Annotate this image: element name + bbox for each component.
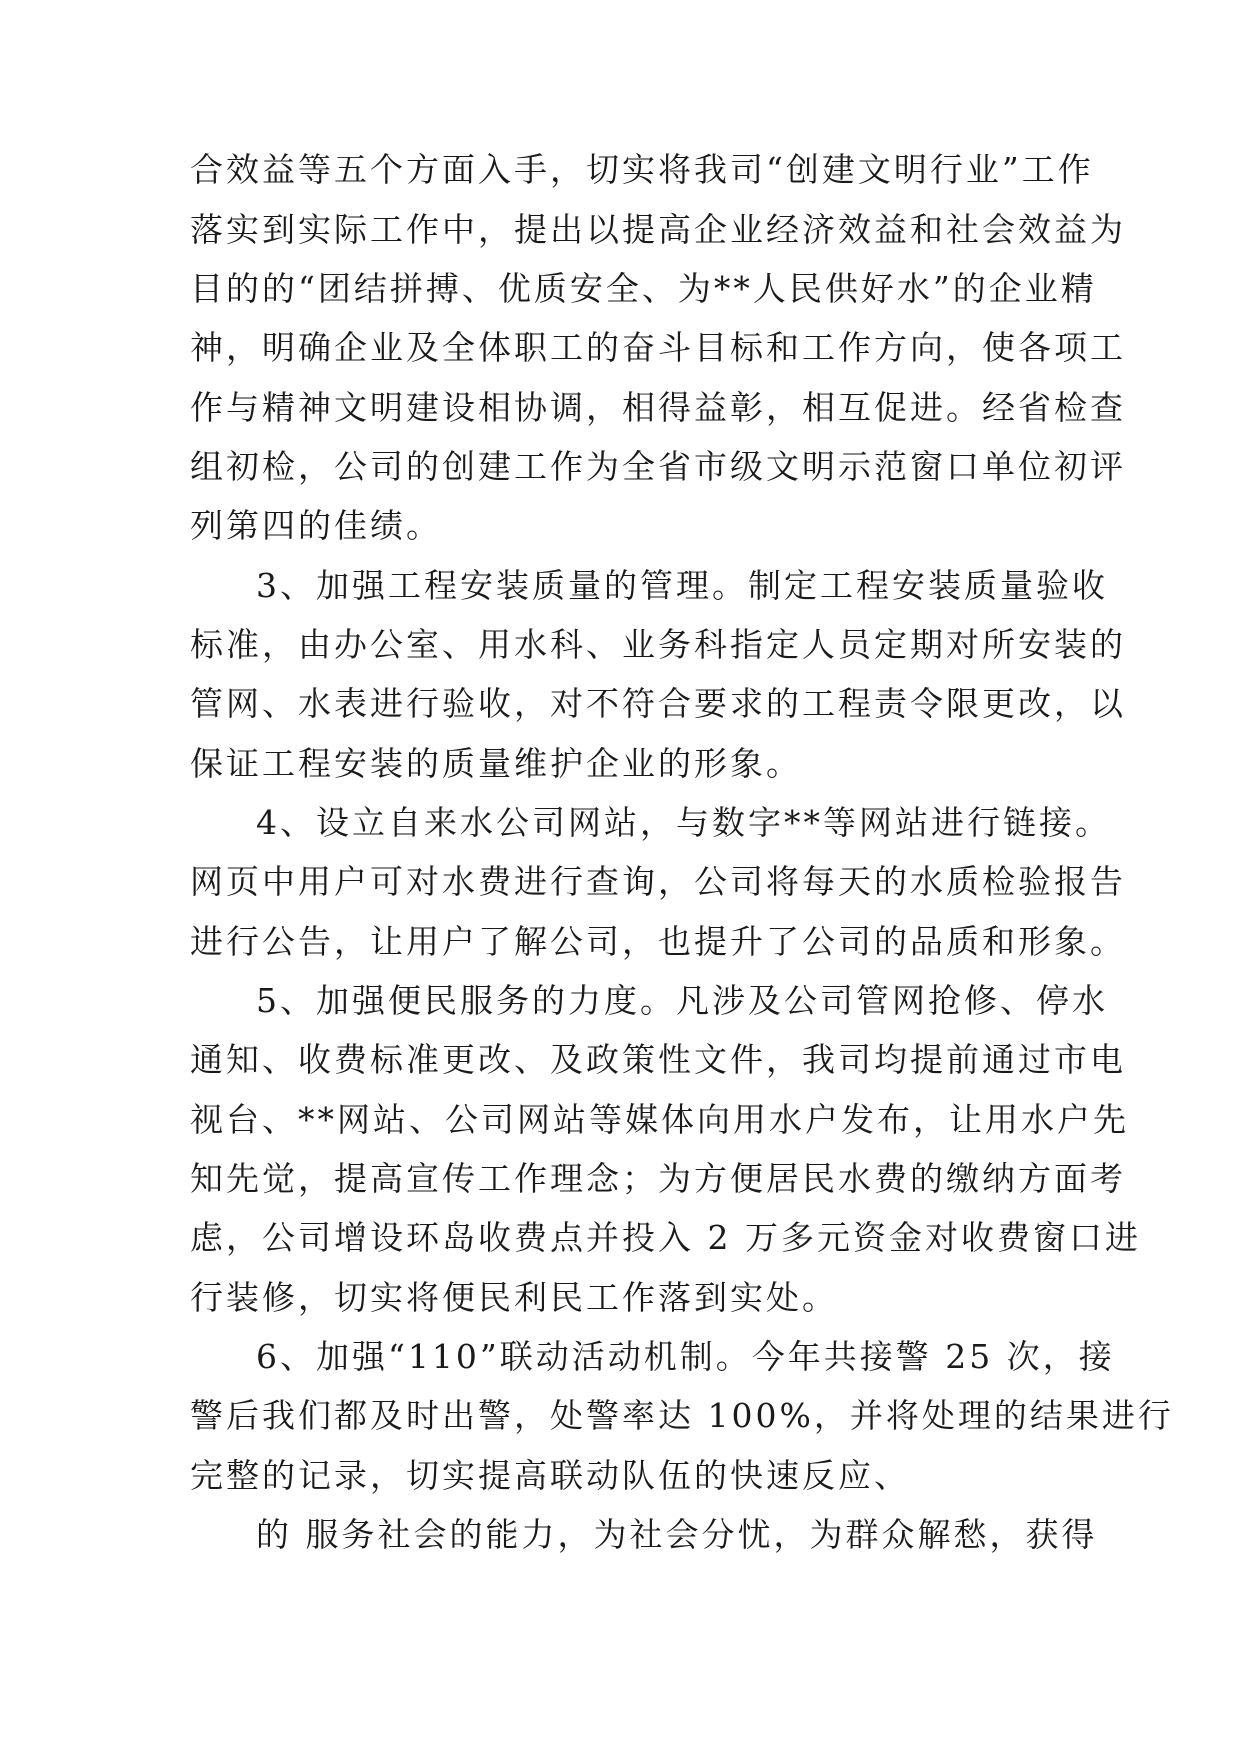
text-line: 完整的记录，切实提高联动队伍的快速反应、 <box>190 1456 910 1495</box>
text-line: 进行公告，让用户了解公司，也提升了公司的品质和形象。 <box>190 922 1126 961</box>
text-line: 行装修，切实将便民利民工作落到实处。 <box>190 1278 838 1317</box>
text-line: 网页中用户可对水费进行查询，公司将每天的水质检验报告 <box>190 862 1126 901</box>
text-line: 虑，公司增设环岛收费点并投入 2 万多元资金对收费窗口进 <box>190 1218 1141 1257</box>
text-line: 作与精神文明建设相协调，相得益彰，相互促进。经省检查 <box>190 388 1126 427</box>
text-line: 列第四的佳绩。 <box>190 506 442 545</box>
text-line: 合效益等五个方面入手，切实将我司“创建文明行业”工作 <box>190 150 1094 189</box>
text-line: 知先觉，提高宣传工作理念；为方便居民水费的缴纳方面考 <box>190 1159 1126 1198</box>
text-line: 组初检，公司的创建工作为全省市级文明示范窗口单位初评 <box>190 447 1126 486</box>
text-line: 视台、**网站、公司网站等媒体向用水户发布，让用水户先 <box>190 1100 1129 1139</box>
text-line: 保证工程安装的质量维护企业的形象。 <box>190 744 802 783</box>
text-line: 神，明确企业及全体职工的奋斗目标和工作方向，使各项工 <box>190 328 1126 367</box>
paragraph-start-line: 4、设立自来水公司网站，与数字**等网站进行链接。 <box>256 803 1111 842</box>
text-line: 目的的“团结拼搏、优质安全、为**人民供好水”的企业精 <box>190 269 1097 308</box>
paragraph-start-line: 的 服务社会的能力，为社会分忧，为群众解愁，获得 <box>256 1515 1098 1554</box>
paragraph-start-line: 5、加强便民服务的力度。凡涉及公司管网抢修、停水 <box>256 981 1108 1020</box>
text-line: 警后我们都及时出警，处警率达 100%，并将处理的结果进行 <box>190 1396 1174 1435</box>
text-line: 管网、水表进行验收，对不符合要求的工程责令限更改，以 <box>190 684 1126 723</box>
text-line: 标准，由办公室、用水科、业务科指定人员定期对所安装的 <box>190 625 1126 664</box>
paragraph-start-line: 3、加强工程安装质量的管理。制定工程安装质量验收 <box>256 566 1108 605</box>
text-line: 通知、收费标准更改、及政策性文件，我司均提前通过市电 <box>190 1040 1126 1079</box>
text-line: 落实到实际工作中，提出以提高企业经济效益和社会效益为 <box>190 210 1126 249</box>
paragraph-start-line: 6、加强“110”联动活动机制。今年共接警 25 次，接 <box>256 1337 1115 1376</box>
